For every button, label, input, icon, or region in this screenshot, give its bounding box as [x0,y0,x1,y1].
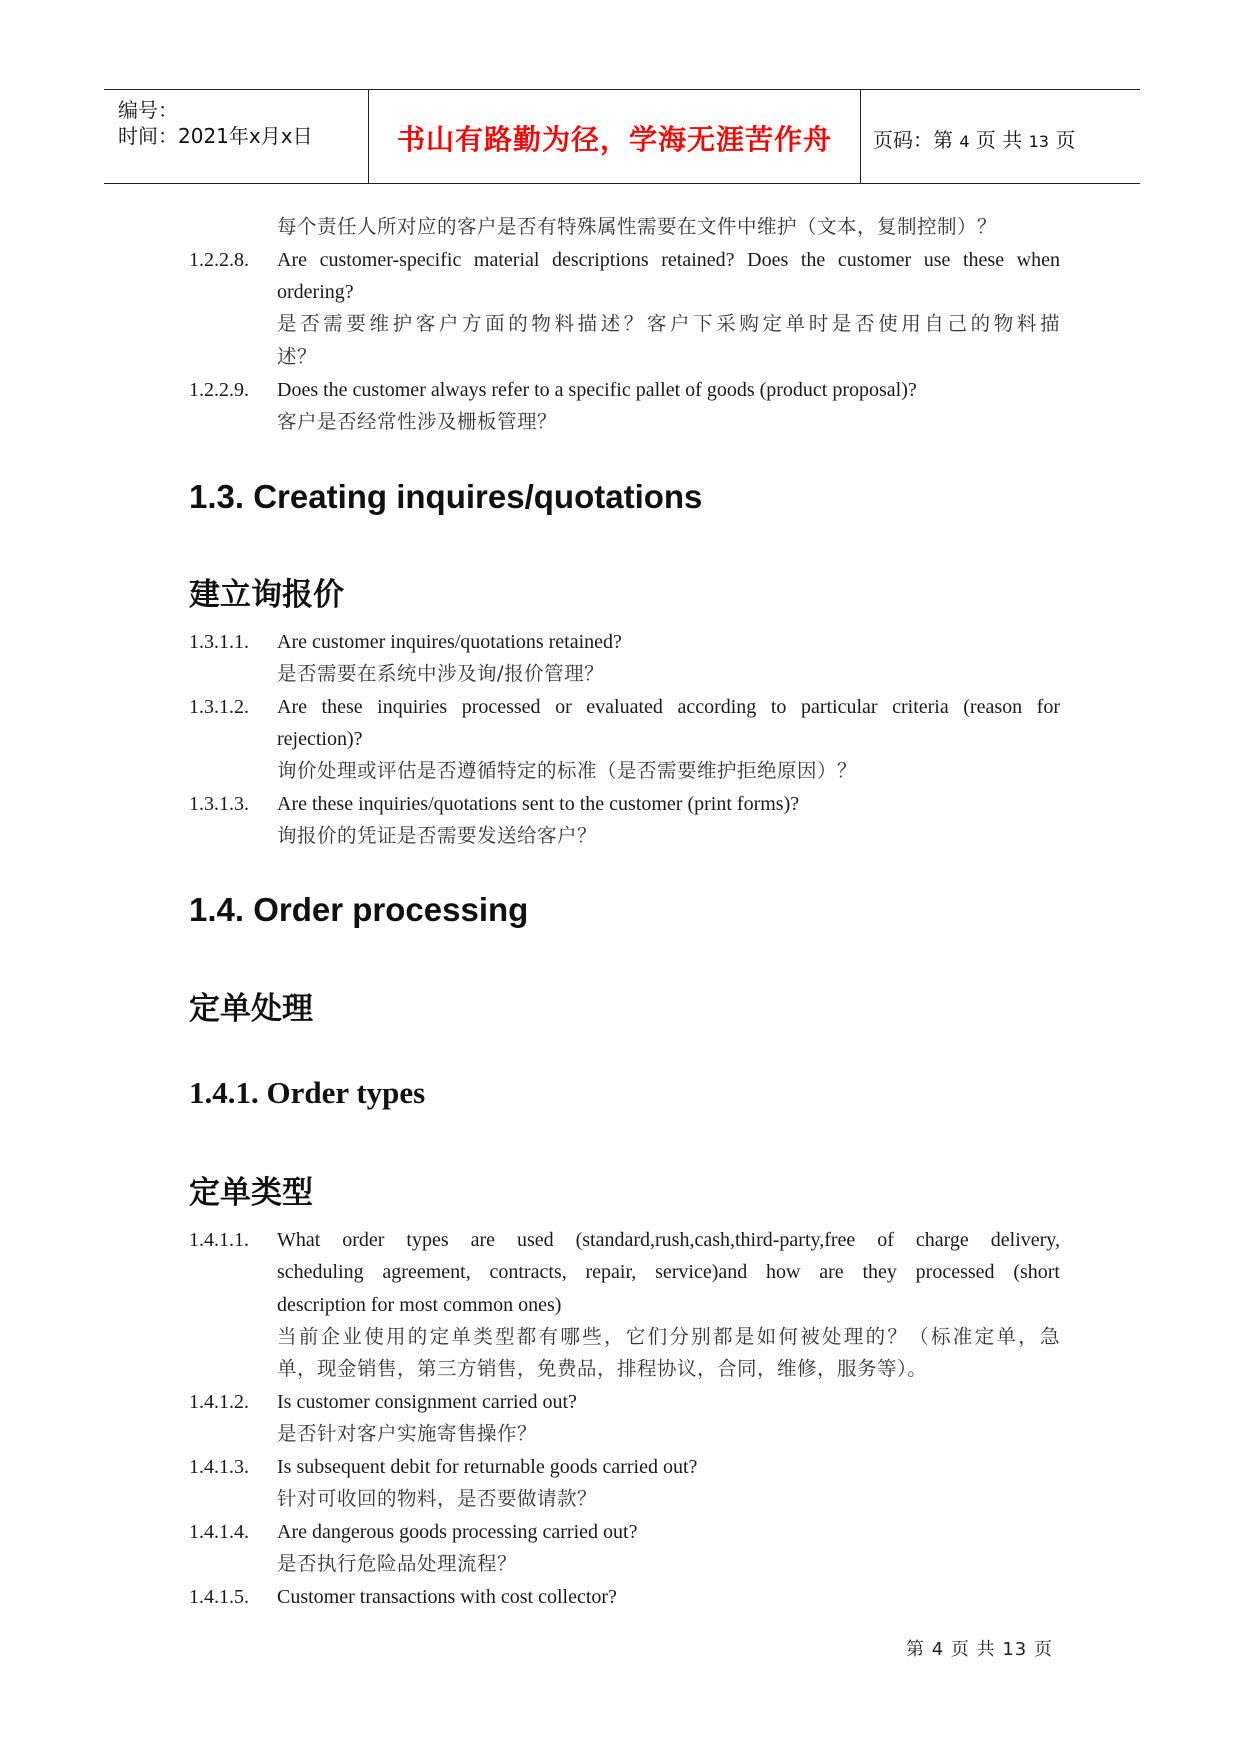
intro-zh-line: 每个责任人所对应的客户是否有特殊属性需要在文件中维护（文本，复制控制）？ [277,215,998,238]
doc-time-label: 时间：2021年x月x日 [118,124,313,148]
item-en-line: What order types are used (standard,rush,cash,third-party,free of charge delivery, [277,1229,1060,1251]
item-en-line: description for most common ones) [277,1294,562,1316]
page-total: 13 [1028,132,1049,151]
item-zh-line: 针对可收回的物料，是否要做请款？ [277,1487,598,1510]
page-suffix: 页 [1055,128,1076,152]
page-prefix: 页码：第 [873,128,953,152]
header-page-number [873,124,1075,153]
item-en-line: Are customer inquires/quotations retained? [277,631,622,653]
item-number: 1.3.1.1. [189,631,249,653]
item-number: 1.2.2.9. [189,379,249,401]
item-en-line: ordering? [277,281,354,303]
item-en-line: scheduling agreement, contracts, repair, service)and how are they processed (short [277,1261,1060,1283]
section-heading: 1.3. Creating inquires/quotations [189,478,703,515]
item-number: 1.4.1.2. [189,1391,249,1413]
item-en-line: Are these inquiries processed or evaluated according to particular criteria (reason for [277,696,1060,718]
item-zh-line: 是否需要维护客户方面的物料描述？客户下采购定单时是否使用自己的物料描 [277,312,1060,335]
item-number: 1.2.2.8. [189,249,249,271]
section-heading-zh: 定单处理 [189,991,313,1027]
item-en-line: Is customer consignment carried out? [277,1391,577,1413]
item-zh-line: 是否需要在系统中涉及询/报价管理？ [277,662,605,685]
item-number: 1.4.1.1. [189,1229,249,1251]
item-zh-line: 是否执行危险品处理流程？ [277,1552,518,1575]
header-info-cell [104,90,368,183]
item-zh-line: 当前企业使用的定单类型都有哪些，它们分别都是如何被处理的？（标准定单，急 [277,1325,1060,1348]
item-zh-line: 是否针对客户实施寄售操作？ [277,1422,538,1445]
item-number: 1.4.1.3. [189,1456,249,1478]
item-en-line: Does the customer always refer to a specific pallet of goods (product proposal)? [277,379,917,401]
item-number: 1.3.1.2. [189,696,249,718]
item-en-line: Are these inquiries/quotations sent to the customer (print forms)? [277,793,800,815]
item-zh-line: 询价处理或评估是否遵循特定的标准（是否需要维护拒绝原因）？ [277,759,858,782]
item-en-line: Is subsequent debit for returnable goods carried out? [277,1456,698,1478]
item-zh-line: 客户是否经常性涉及栅板管理？ [277,410,558,433]
header-motto-cell [368,90,861,183]
page-current: 4 [959,132,970,151]
subsection-heading-zh: 定单类型 [189,1175,313,1211]
item-number: 1.3.1.3. [189,793,249,815]
item-zh-line: 询报价的凭证是否需要发送给客户？ [277,824,598,847]
doc-code-label: 编号： [118,98,178,122]
header-page-cell [861,90,1140,183]
item-en-line: rejection)? [277,728,363,750]
item-en-line: Customer transactions with cost collector? [277,1586,617,1608]
section-heading: 1.4. Order processing [189,891,529,928]
item-zh-line: 单，现金销售，第三方销售，免费品，排程协议，合同，维修，服务等）。 [277,1357,928,1380]
item-number: 1.4.1.5. [189,1586,249,1608]
header-motto: 书山有路勤为径，学海无涯苦作舟 [396,123,832,156]
item-en-line: Are dangerous goods processing carried out? [277,1521,638,1543]
page-mid: 页 共 [975,128,1023,152]
page-header [104,89,1140,184]
item-zh-line: 述？ [277,345,318,368]
item-number: 1.4.1.4. [189,1521,249,1543]
item-en-line: Are customer-specific material descriptions retained? Does the customer use these when [277,249,1060,271]
page-footer: 第 4 页 共 13 页 [906,1639,1053,1660]
section-heading-zh: 建立询报价 [189,577,344,613]
subsection-heading: 1.4.1. Order types [189,1075,426,1110]
